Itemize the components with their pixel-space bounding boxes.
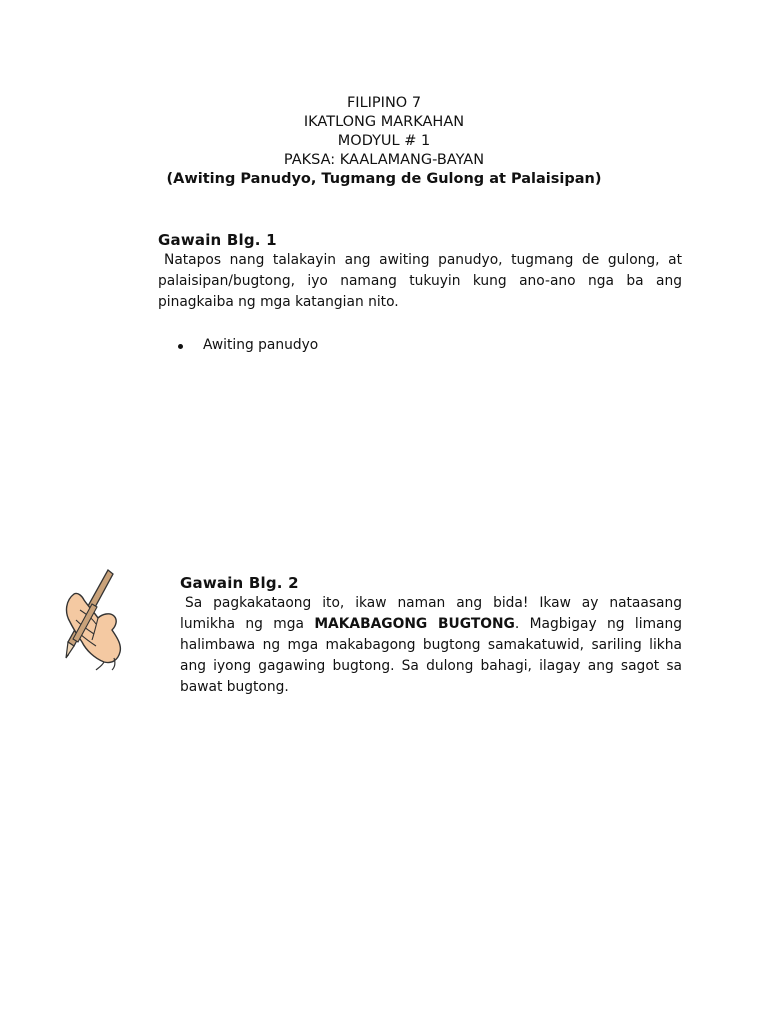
subject-title: FILIPINO 7 (346, 95, 422, 111)
activity-2-emphasis: MAKABAGONG BUGTONG (314, 616, 515, 632)
activity-1-text: Natapos nang talakayin ang awiting panudyo, tugmang de gulong, at palaisipan/bugtong, iyo namang tukuyin kung ano-ano nga ba ang pinagkaiba ng mga katangian nito. (158, 252, 682, 310)
activity-2-text (180, 593, 682, 698)
quarter-title: IKATLONG MARKAHAN (303, 114, 465, 130)
module-title: MODYUL # 1 (337, 133, 431, 149)
hand-writing-icon (56, 566, 126, 671)
activity-1-title: Gawain Blg. 1 (158, 231, 277, 249)
subtopic-title: (Awiting Panudyo, Tugmang de Gulong at Palaisipan) (166, 171, 602, 187)
topic-title: PAKSA: KAALAMANG-BAYAN (283, 152, 485, 168)
bullet-item (178, 337, 318, 353)
bullet-item-label: Awiting panudyo (203, 337, 319, 353)
activity-2-text-after: . Magbigay ng limang halimbawa ng mga makabagong bugtong samakatuwid, sariling likha ang iyong gagawing bugtong. Sa dulong bahagi, ilagay ang sagot sa bawat bugtong. (180, 616, 682, 695)
bullet-dot-icon (178, 344, 183, 349)
activity-2-text-before: Sa pagkakataong ito, ikaw naman ang bida! Ikaw ay nataasang lumikha ng mga (180, 595, 682, 632)
activity-1-bullet-list (178, 337, 318, 353)
activity-2-title: Gawain Blg. 2 (180, 574, 299, 592)
document-header (0, 94, 768, 189)
